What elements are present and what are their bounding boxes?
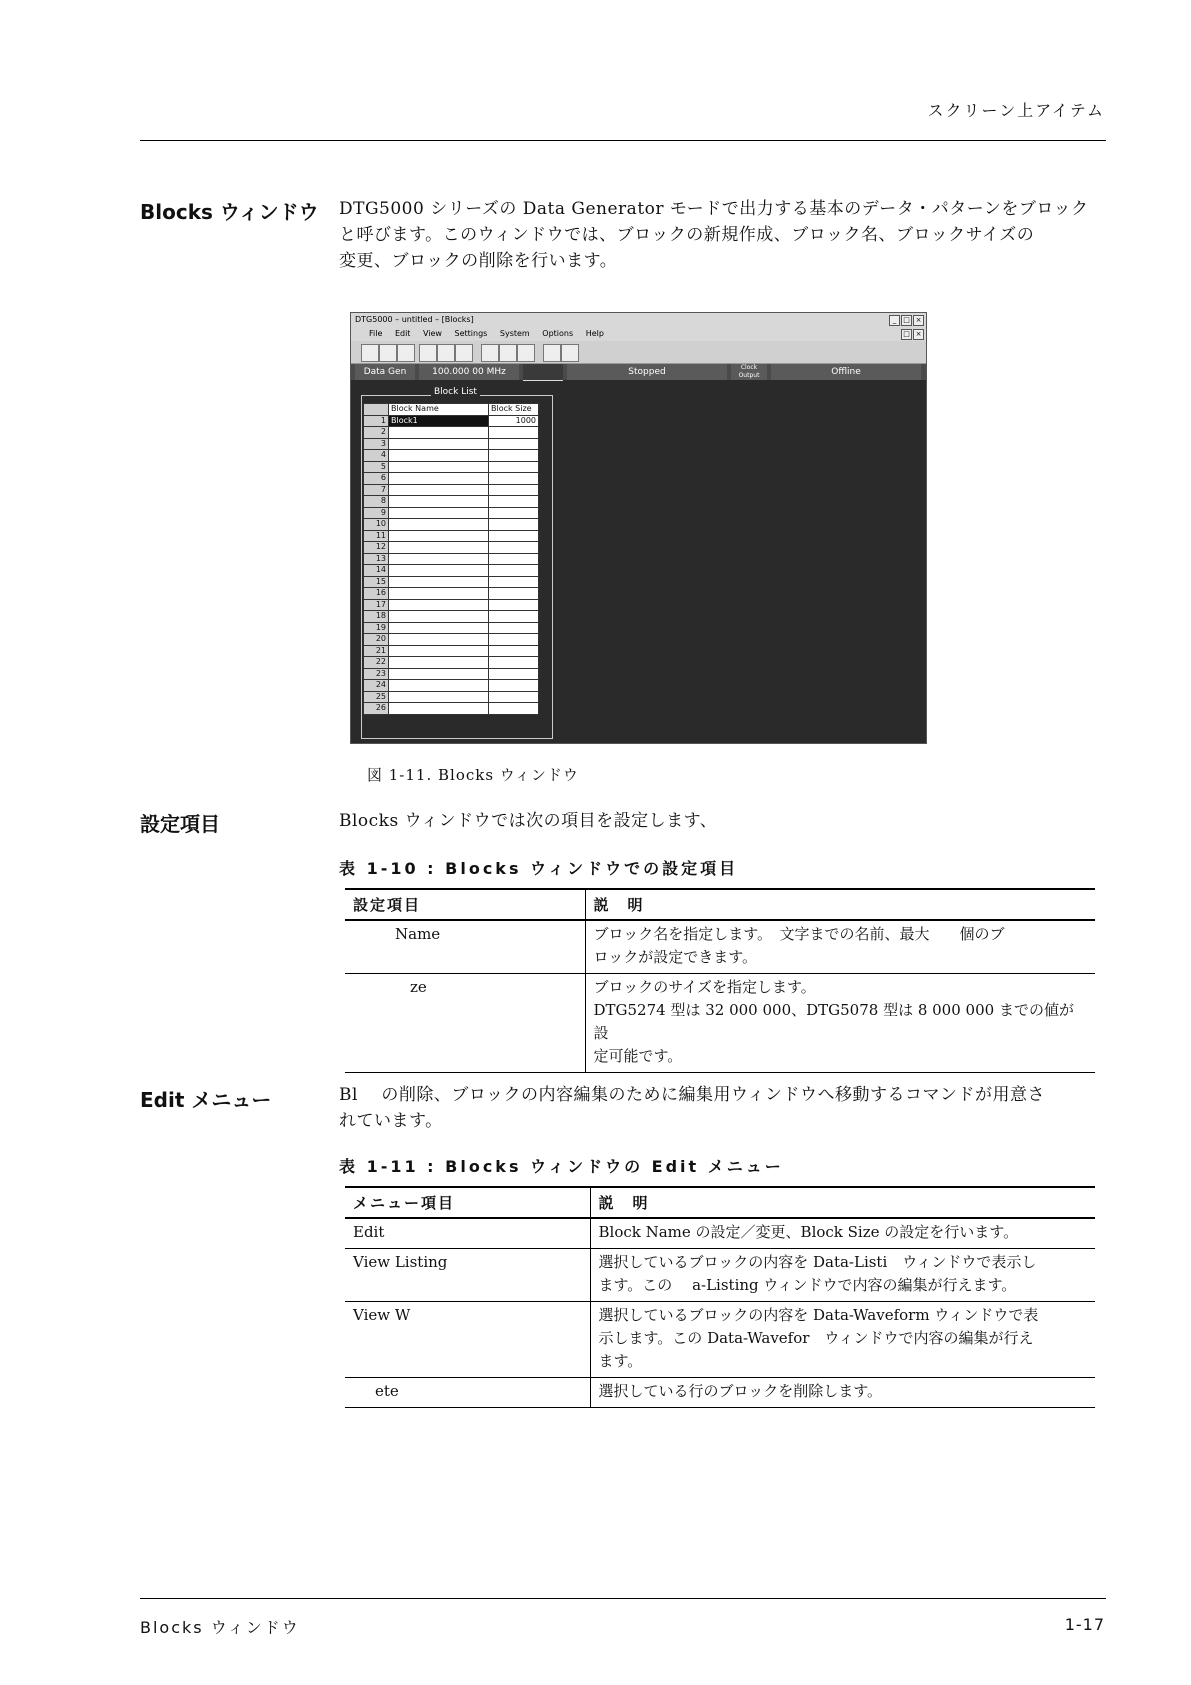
block-name-cell[interactable] [389, 553, 489, 565]
block-list-rows [364, 415, 539, 714]
row-number[interactable]: 5 [364, 461, 389, 473]
block-size-cell[interactable] [489, 576, 539, 588]
app-title: DTG5000 – untitled – [Blocks] [355, 315, 474, 324]
blocks-window-screenshot [350, 312, 927, 744]
menu-item-desc [590, 1249, 1095, 1302]
footer-rule [140, 1598, 1106, 1599]
figure-caption: 図 1-11. Blocks ウィンドウ [367, 766, 579, 784]
row-number[interactable]: 9 [364, 507, 389, 519]
block-name-cell[interactable] [389, 680, 489, 692]
settings-item: ze [345, 974, 585, 1073]
open-icon[interactable] [379, 344, 397, 362]
level-icon[interactable] [455, 344, 473, 362]
row-number[interactable]: 15 [364, 576, 389, 588]
table-row[interactable] [364, 565, 539, 577]
desc-line: Block Name の設定／変更、Block Size の設定を行います。 [598, 1223, 1019, 1241]
block-size-cell[interactable] [489, 668, 539, 680]
header-rule [140, 140, 1106, 141]
block-name-cell[interactable]: Block1 [389, 415, 489, 427]
table-row[interactable] [364, 461, 539, 473]
menu-help[interactable]: Help [585, 329, 604, 338]
delete-icon[interactable] [543, 344, 561, 362]
print-icon[interactable] [481, 344, 499, 362]
paste-icon[interactable] [517, 344, 535, 362]
table-row[interactable] [364, 611, 539, 623]
block-name-cell[interactable] [389, 427, 489, 439]
row-number[interactable]: 3 [364, 438, 389, 450]
app-menubar [351, 327, 926, 341]
app-titlebar [351, 313, 926, 327]
block-size-cell[interactable] [489, 611, 539, 623]
table-row[interactable] [364, 473, 539, 485]
desc-line: ます。この a-Listing ウィンドウで内容の編集が行えます。 [598, 1276, 1017, 1294]
table-row[interactable] [364, 657, 539, 669]
paragraph-line: DTG5000 シリーズの Data Generator モードで出力する基本のデータ・パターンをブロック [339, 199, 1089, 219]
block-size-cell[interactable] [489, 484, 539, 496]
block-name-cell[interactable] [389, 519, 489, 531]
row-number[interactable]: 24 [364, 680, 389, 692]
table-caption-edit-menu: 表 1-11 : Blocks ウィンドウの Edit メニュー [339, 1157, 784, 1176]
table-row [345, 1218, 1095, 1249]
blocks-intro-paragraph [339, 196, 1104, 274]
row-number[interactable]: 23 [364, 668, 389, 680]
settings-desc [585, 920, 1095, 974]
desc-line: 定可能です。 [593, 1047, 683, 1065]
table-row[interactable] [364, 484, 539, 496]
menu-settings[interactable]: Settings [454, 329, 488, 338]
page-header-title: スクリーン上アイテム [927, 101, 1105, 120]
block-size-cell[interactable] [489, 680, 539, 692]
table-row[interactable] [364, 542, 539, 554]
paragraph-line: Bl の削除、ブロックの内容編集のために編集用ウィンドウへ移動するコマンドが用意さ [339, 1085, 1045, 1105]
block-name-cell[interactable] [389, 542, 489, 554]
table-row[interactable] [364, 576, 539, 588]
block-name-cell[interactable] [389, 622, 489, 634]
paragraph-line: 変更、ブロックの削除を行います。 [339, 251, 618, 271]
desc-line: ブロック名を指定します。 文字までの名前、最大 個のブ [593, 925, 1005, 943]
menu-item-desc [590, 1302, 1095, 1378]
row-number[interactable]: 6 [364, 473, 389, 485]
desc-line: ます。 [598, 1352, 643, 1370]
row-number[interactable]: 16 [364, 588, 389, 600]
table-row[interactable] [364, 415, 539, 427]
table-row[interactable] [364, 634, 539, 646]
block-size-cell[interactable] [489, 519, 539, 531]
table-row[interactable] [364, 703, 539, 715]
row-number[interactable]: 1 [364, 415, 389, 427]
desc-line: ブロックのサイズを指定します。 [593, 978, 816, 996]
table-row[interactable] [364, 427, 539, 439]
run-state[interactable]: Stopped [567, 364, 727, 380]
settings-desc [585, 974, 1095, 1073]
settings-item: Name [345, 920, 585, 974]
menu-item-name: View Listing [345, 1249, 590, 1302]
clock-output-toggle[interactable]: Clock Output [731, 364, 767, 380]
desc-line: DTG5274 型は 32 000 000、DTG5078 型は 8 000 000 までの値が設 [593, 1001, 1074, 1042]
table-row[interactable] [364, 519, 539, 531]
row-number[interactable]: 10 [364, 519, 389, 531]
menu-view[interactable]: View [422, 329, 442, 338]
table-row[interactable] [364, 450, 539, 462]
table-row[interactable] [364, 645, 539, 657]
block-name-cell[interactable] [389, 588, 489, 600]
block-size-cell[interactable] [489, 691, 539, 703]
new-icon[interactable] [361, 344, 379, 362]
menu-item-name: View W [345, 1302, 590, 1378]
close-icon[interactable]: × [913, 315, 924, 326]
maximize-icon[interactable]: □ [901, 315, 912, 326]
row-number[interactable]: 18 [364, 611, 389, 623]
section-heading-edit-menu: Edit メニュー [140, 1088, 272, 1112]
connection-status: Offline [771, 364, 921, 380]
block-size-cell[interactable] [489, 438, 539, 450]
table-row[interactable] [364, 622, 539, 634]
settings-col-item: 設定項目 [345, 889, 585, 920]
menu-item-name: ete [345, 1378, 590, 1408]
row-number[interactable]: 11 [364, 530, 389, 542]
block-size-cell[interactable] [489, 645, 539, 657]
block-list-grid [363, 403, 539, 715]
col-header-name[interactable]: Block Name [389, 404, 489, 416]
table-row[interactable] [364, 680, 539, 692]
block-name-cell[interactable] [389, 703, 489, 715]
desc-line: 選択している行のブロックを削除します。 [598, 1382, 883, 1400]
table-row [345, 920, 1095, 974]
table-caption-settings: 表 1-10 : Blocks ウィンドウでの設定項目 [339, 859, 739, 878]
grid-corner [364, 404, 389, 416]
settings-paragraph: Blocks ウィンドウでは次の項目を設定します、 [339, 811, 718, 831]
table-row [345, 1378, 1095, 1408]
table-row[interactable] [364, 438, 539, 450]
desc-line: 選択しているブロックの内容を Data-Listi ウィンドウで表示し [598, 1253, 1037, 1271]
block-name-cell[interactable] [389, 611, 489, 623]
block-name-cell[interactable] [389, 530, 489, 542]
table-row[interactable] [364, 530, 539, 542]
minimize-icon[interactable]: _ [889, 315, 900, 326]
table-row[interactable] [364, 553, 539, 565]
row-number[interactable]: 14 [364, 565, 389, 577]
app-toolbar [351, 341, 926, 364]
block-size-cell[interactable] [489, 507, 539, 519]
block-size-cell[interactable] [489, 588, 539, 600]
block-name-cell[interactable] [389, 438, 489, 450]
block-size-cell[interactable] [489, 530, 539, 542]
edit-menu-paragraph [339, 1082, 1104, 1134]
block-size-cell[interactable] [489, 461, 539, 473]
table-row [345, 974, 1095, 1073]
table-row[interactable] [364, 668, 539, 680]
paragraph-line: と呼びます。このウィンドウでは、ブロックの新規作成、ブロック名、ブロックサイズの [339, 225, 1035, 245]
menu-item-desc [590, 1218, 1095, 1249]
row-number[interactable]: 2 [364, 427, 389, 439]
table-row[interactable] [364, 691, 539, 703]
row-number[interactable]: 12 [364, 542, 389, 554]
col-header-size[interactable]: Block Size [489, 404, 539, 416]
row-number[interactable]: 25 [364, 691, 389, 703]
block-size-cell[interactable] [489, 565, 539, 577]
block-name-cell[interactable] [389, 691, 489, 703]
desc-line: 示します。この Data-Wavefor ウィンドウで内容の編集が行え [598, 1329, 1034, 1347]
run-icon[interactable] [561, 344, 579, 362]
table-row[interactable] [364, 588, 539, 600]
block-name-cell[interactable] [389, 507, 489, 519]
block-size-cell[interactable] [489, 427, 539, 439]
block-size-cell[interactable] [489, 542, 539, 554]
block-size-cell[interactable] [489, 657, 539, 669]
table-row[interactable] [364, 599, 539, 611]
copy-icon[interactable] [499, 344, 517, 362]
menu-edit[interactable]: Edit [394, 329, 411, 338]
block-size-cell[interactable] [489, 496, 539, 508]
footer-section-title: Blocks ウィンドウ [140, 1618, 300, 1637]
block-list-caption: Block List [431, 387, 480, 397]
desc-line: ロックが設定できます。 [593, 948, 758, 966]
block-name-cell[interactable] [389, 634, 489, 646]
close-doc-icon[interactable]: × [913, 329, 924, 340]
block-size-cell[interactable] [489, 622, 539, 634]
row-number[interactable]: 19 [364, 622, 389, 634]
block-name-cell[interactable] [389, 576, 489, 588]
edit-col-desc: 説 明 [590, 1187, 1095, 1218]
block-name-cell[interactable] [389, 599, 489, 611]
block-size-cell[interactable] [489, 450, 539, 462]
block-name-cell[interactable] [389, 668, 489, 680]
row-number[interactable]: 26 [364, 703, 389, 715]
row-number[interactable]: 22 [364, 657, 389, 669]
settings-col-desc: 説 明 [585, 889, 1095, 920]
block-name-cell[interactable] [389, 657, 489, 669]
menu-file[interactable]: File [369, 329, 383, 338]
block-name-cell[interactable] [389, 565, 489, 577]
menu-system[interactable]: System [499, 329, 530, 338]
table-row [345, 1249, 1095, 1302]
frequency-readout[interactable]: 100.000 00 MHz [419, 364, 519, 380]
setup-icon[interactable] [419, 344, 437, 362]
save-icon[interactable] [397, 344, 415, 362]
settings-table [345, 888, 1095, 1073]
row-number[interactable]: 17 [364, 599, 389, 611]
table-row[interactable] [364, 507, 539, 519]
table-row [345, 1302, 1095, 1378]
block-size-cell[interactable] [489, 599, 539, 611]
block-size-cell[interactable]: 1000 [489, 415, 539, 427]
row-number[interactable]: 13 [364, 553, 389, 565]
section-heading-settings: 設定項目 [140, 812, 220, 836]
block-name-cell[interactable] [389, 461, 489, 473]
block-size-cell[interactable] [489, 634, 539, 646]
section-heading-blocks: Blocks ウィンドウ [140, 200, 319, 224]
block-size-cell[interactable] [489, 703, 539, 715]
row-number[interactable]: 8 [364, 496, 389, 508]
timing-icon[interactable] [437, 344, 455, 362]
block-name-cell[interactable] [389, 450, 489, 462]
menu-options[interactable]: Options [542, 329, 574, 338]
block-name-cell[interactable] [389, 484, 489, 496]
paragraph-line: れています。 [339, 1111, 443, 1131]
app-statusbar [351, 364, 926, 380]
block-size-cell[interactable] [489, 553, 539, 565]
mode-indicator[interactable]: Data Gen [355, 364, 415, 380]
desc-line: 選択しているブロックの内容を Data-Waveform ウィンドウで表 [598, 1306, 1039, 1324]
row-number[interactable]: 21 [364, 645, 389, 657]
page-number: 1-17 [1064, 1615, 1105, 1634]
edit-menu-table [345, 1186, 1095, 1408]
row-number[interactable]: 4 [364, 450, 389, 462]
table-row[interactable] [364, 496, 539, 508]
menu-item-name: Edit [345, 1218, 590, 1249]
block-size-cell[interactable] [489, 473, 539, 485]
clock-icon [523, 364, 563, 381]
restore-icon[interactable]: □ [901, 329, 912, 340]
row-number[interactable]: 7 [364, 484, 389, 496]
row-number[interactable]: 20 [364, 634, 389, 646]
block-name-cell[interactable] [389, 645, 489, 657]
block-name-cell[interactable] [389, 473, 489, 485]
menu-item-desc [590, 1378, 1095, 1408]
edit-col-item: メニュー項目 [345, 1187, 590, 1218]
block-name-cell[interactable] [389, 496, 489, 508]
